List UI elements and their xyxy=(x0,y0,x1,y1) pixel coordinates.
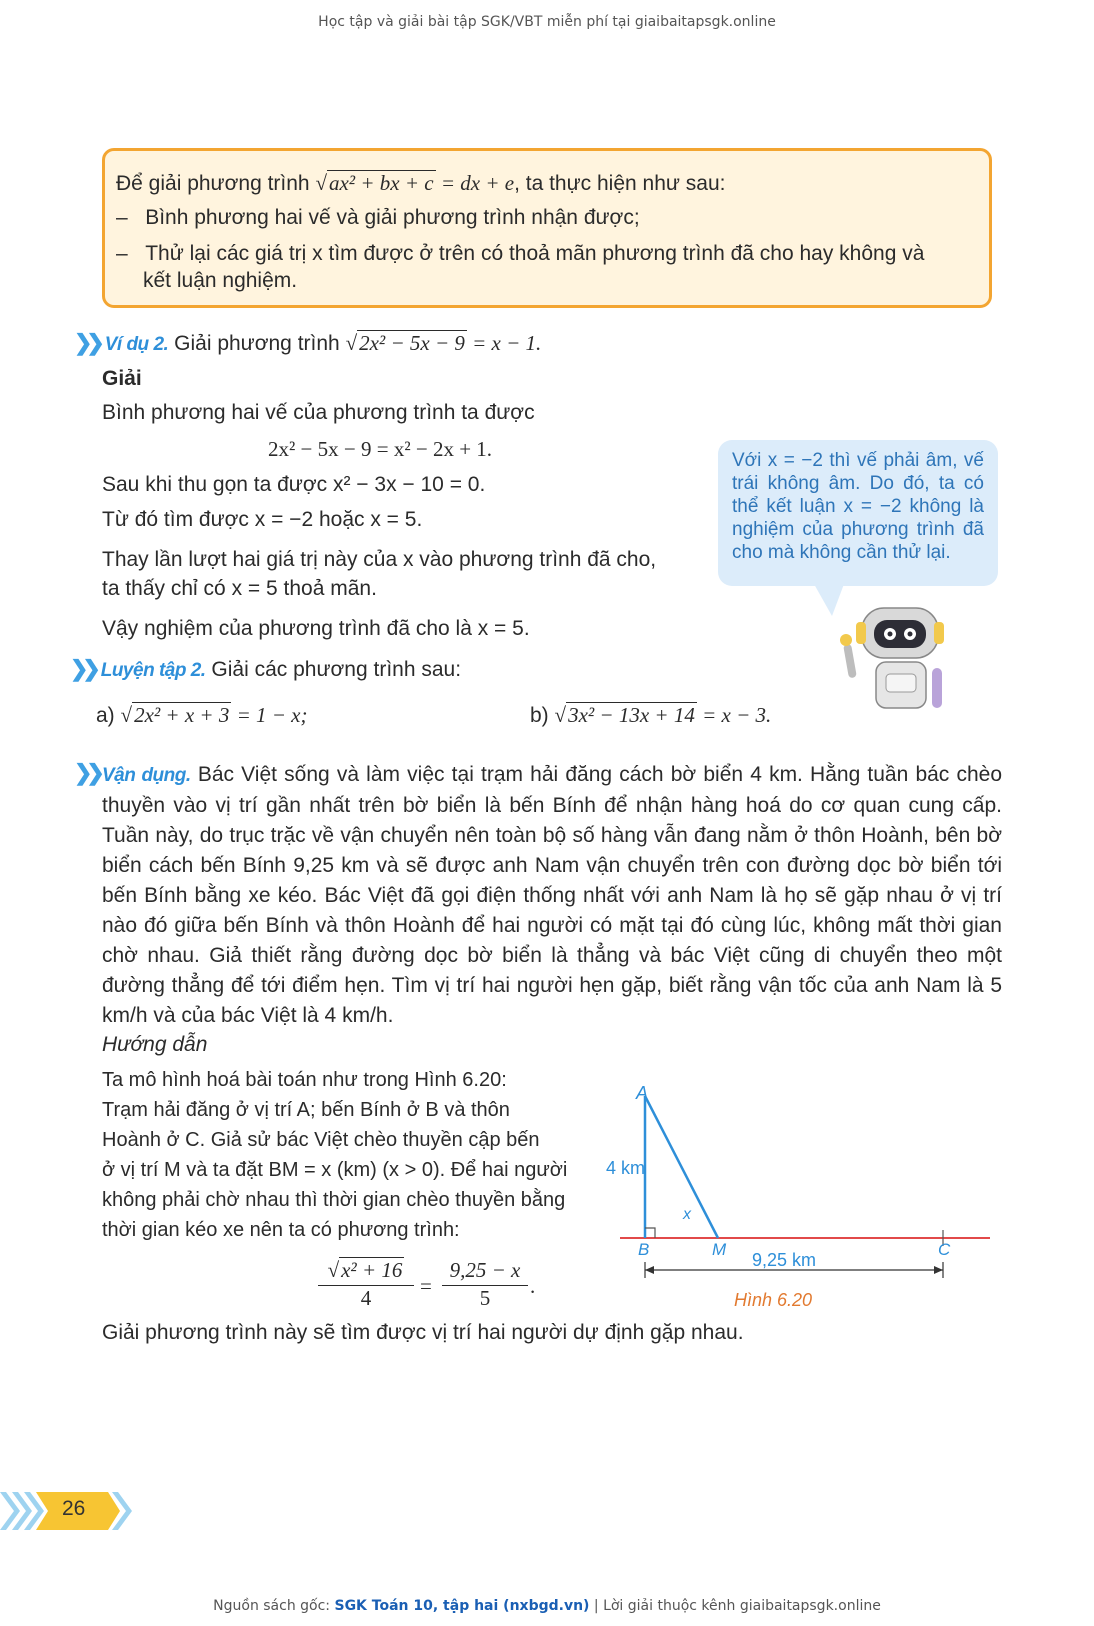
page-number: 26 xyxy=(62,1497,86,1520)
chevron-icon: ❯❯ xyxy=(74,760,99,785)
method-intro: Để giải phương trình √ax² + bx + c = dx + e, ta thực hiện như sau: xyxy=(116,171,726,195)
sqrt-equation: √ax² + bx + c = dx + e xyxy=(315,171,515,195)
figure-label-4km: 4 km xyxy=(606,1158,646,1178)
practice-item-a: a) √2x² + x + 3 = 1 − x; xyxy=(96,703,308,727)
conclusion-text: Giải phương trình này sẽ tìm được vị trí hai người dự định gặp nhau. xyxy=(102,1321,744,1344)
figure-point-B: B xyxy=(638,1240,650,1259)
example-line-5: Thay lần lượt hai giá trị này của x vào phương trình đã cho, xyxy=(102,548,657,571)
note-bubble: Với x = −2 thì vế phải âm, vế trái không âm. Do đó, ta có thể kết luận x = −2 không là nghiệm của phương trình đã cho mà không cần thử lại. xyxy=(718,440,998,586)
example-line-1: Bình phương hai vế của phương trình ta được xyxy=(102,401,535,424)
example-line-6: ta thấy chỉ có x = 5 thoả mãn. xyxy=(102,577,377,600)
practice-heading: ❯❯ Luyện tập 2. Giải các phương trình sau: xyxy=(70,656,462,681)
application-heading xyxy=(74,760,99,786)
example-line-3: Sau khi thu gọn ta được x² − 3x − 10 = 0. xyxy=(102,473,486,496)
figure-caption: Hình 6.20 xyxy=(734,1290,813,1310)
practice-item-b: b) √3x² − 13x + 14 = x − 3. xyxy=(530,703,772,727)
figure-label-9-25km: 9,25 km xyxy=(752,1250,817,1270)
method-bullet-2: – Thử lại các giá trị x tìm được ở trên có thoả mãn phương trình đã cho hay không và kết luận nghiệm. xyxy=(116,242,925,292)
practice-label: Luyện tập 2. xyxy=(100,660,206,681)
figure-6-20 xyxy=(600,1078,1000,1318)
figure-point-M: M xyxy=(712,1240,727,1259)
source-link[interactable]: SGK Toán 10, tập hai (nxbgd.vn) xyxy=(334,1598,590,1614)
solution-label: Giải xyxy=(102,367,142,390)
example-heading: ❯❯ Ví dụ 2. Giải phương trình √2x² − 5x − 9 = x − 1. xyxy=(74,330,542,355)
application-text: Vận dụng. Bác Việt sống và làm việc tại trạm hải đăng cách bờ biển 4 km. Hằng tuần bác chèo thuyền vào vị trí gần nhất trên bờ biển là bến Bính để nhận hàng hoá do cơ quan cung cấp. Tuần này, do trục trặc về vận chuyển nên toàn bộ số hàng vẫn đang nằm ở thôn Hoành, bên bờ biển cách bến Bính 9,25 km và sẽ được anh Nam vận chuyển trên con đường dọc bờ biển tới bến Bính bằng xe kéo. Bác Việt đã gọi điện thống nhất với anh Nam là họ sẽ gặp nhau ở vị trí nào đó giữa bến Bính và thôn Hoành để hai người có mặt tại đó cùng lúc, không mất thời gian chờ nhau. Giả thiết rằng đường dọc bờ biển là thẳng và bác Việt cũng di chuyển theo một đường thẳng để tới điểm hẹn. Tìm vị trí hai người hẹn gặp, biết rằng vận tốc của anh Nam là 5 km/h và của bác Việt là 4 km/h. xyxy=(102,763,1003,1027)
chevron-icon: ❯❯ xyxy=(74,330,99,355)
guide-label: Hướng dẫn xyxy=(102,1033,208,1056)
example-label: Ví dụ 2. xyxy=(104,334,169,355)
example-line-4: Từ đó tìm được x = −2 hoặc x = 5. xyxy=(102,508,423,531)
example-line-7: Vậy nghiệm của phương trình đã cho là x = 5. xyxy=(102,617,530,640)
method-bullet-1: – Bình phương hai vế và giải phương trình nhận được; xyxy=(116,206,640,229)
figure-point-C: C xyxy=(938,1240,951,1259)
figure-label-x: x xyxy=(683,1206,691,1223)
page-header: Học tập và giải bài tập SGK/VBT miễn phí tại giaibaitapsgk.online xyxy=(318,14,776,30)
figure-point-A: A xyxy=(636,1083,649,1103)
robot-mascot-icon xyxy=(832,606,962,716)
chevron-icon: ❯❯ xyxy=(70,656,95,681)
guide-text: Ta mô hình hoá bài toán như trong Hình 6.20: Trạm hải đăng ở vị trí A; bến Bính ở B và thôn Hoành ở C. Giả sử bác Việt chèo thuyền cập bến ở vị trí M và ta đặt BM = x (km) (x > 0). Để hai người không phải chờ nhau thì thời gian chèo thuyền bằng thời gian kéo xe nên ta có phương trình: xyxy=(102,1069,568,1241)
page-footer: Nguồn sách gốc: SGK Toán 10, tập hai (nxbgd.vn) | Lời giải thuộc kênh giaibaitapsgk.online xyxy=(213,1598,881,1614)
application-label: Vận dụng. xyxy=(102,765,191,786)
example-eq-2: 2x² − 5x − 9 = x² − 2x + 1. xyxy=(268,437,493,461)
